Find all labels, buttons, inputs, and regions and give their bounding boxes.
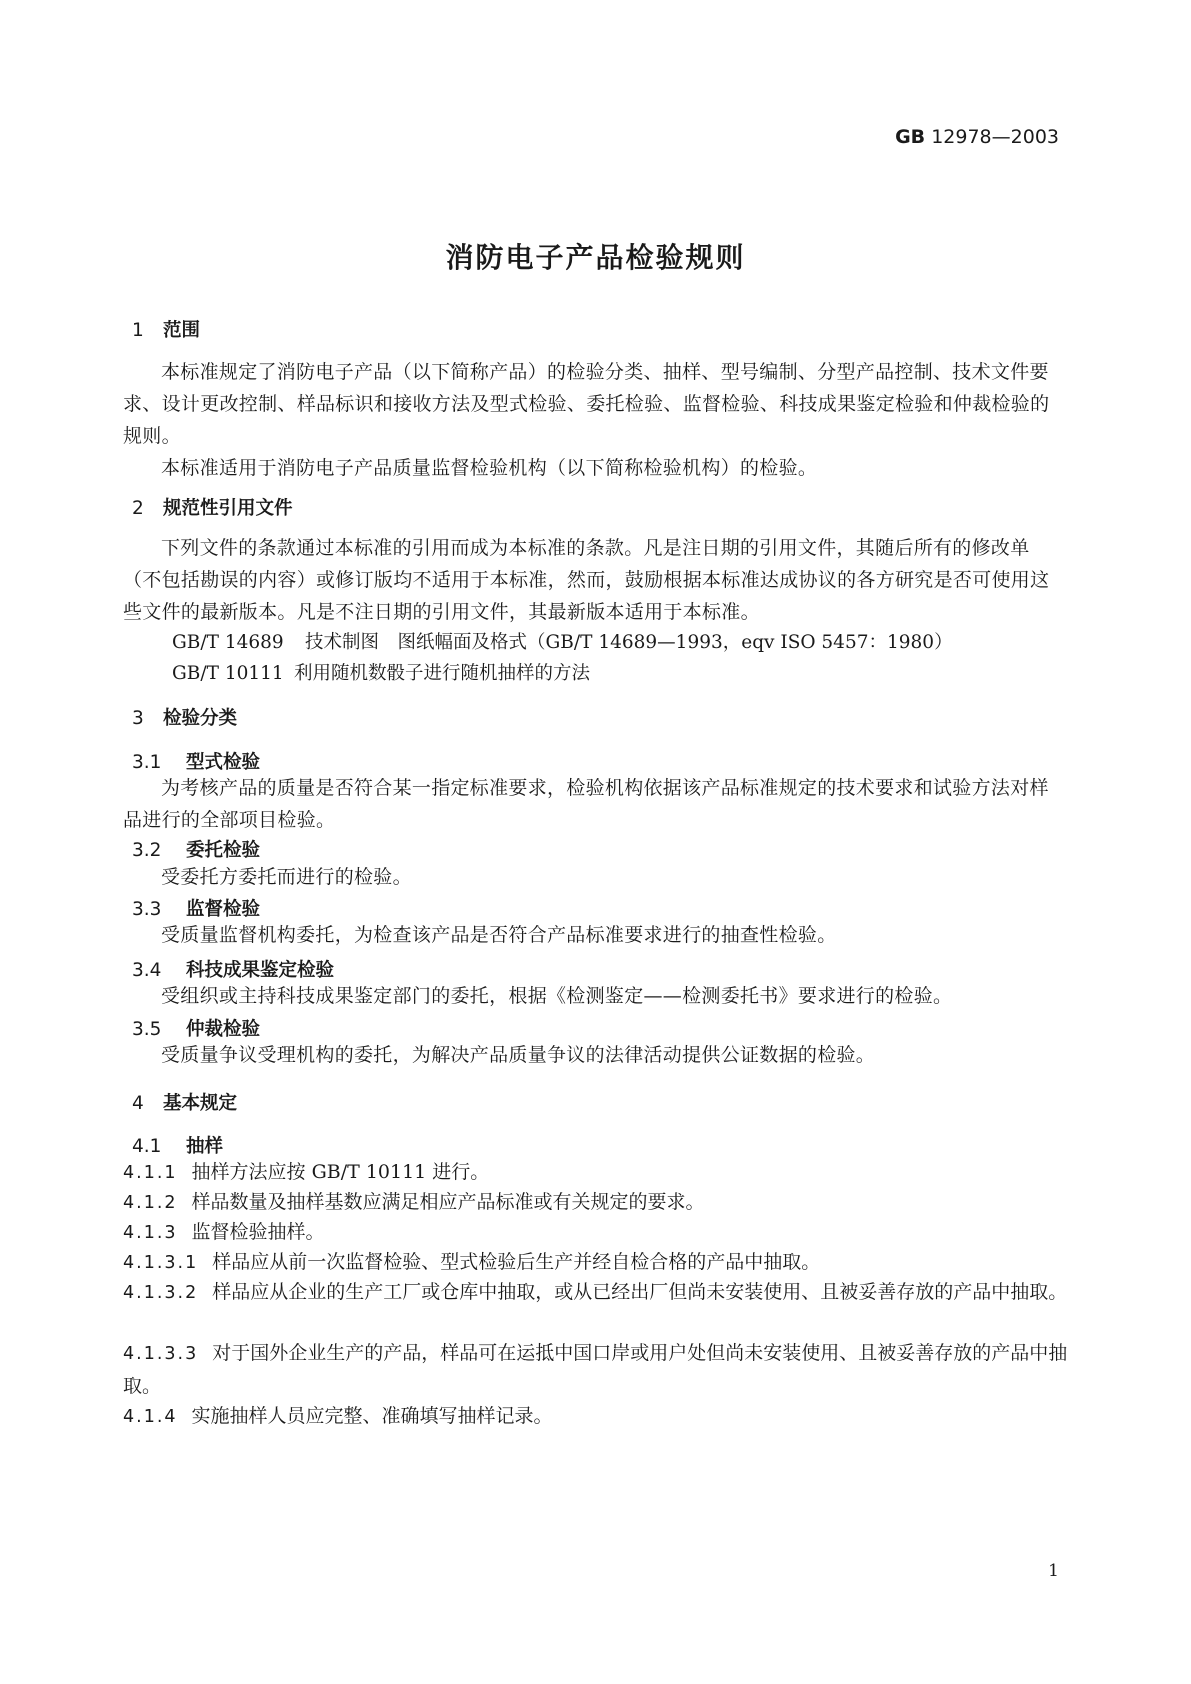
clause-4-1-3-1 — [123, 1246, 1068, 1279]
page-number: 1 — [1048, 1561, 1059, 1581]
subsection-4-1-heading — [132, 1132, 223, 1158]
clause-text: 样品应从企业的生产工厂或仓库中抽取，或从已经出厂但尚未安装使用、且被妥善存放的产品中抽取。 — [212, 1281, 1068, 1303]
section-3-heading — [132, 704, 237, 730]
subsection-number: 3.3 — [132, 899, 162, 920]
clause-number: 4.1.3.3 — [123, 1344, 199, 1364]
clause-text: 实施抽样人员应完整、准确填写抽样记录。 — [191, 1405, 553, 1427]
section-number: 4 — [132, 1093, 144, 1114]
subsection-number: 4.1 — [132, 1136, 162, 1157]
standard-code — [895, 126, 1059, 148]
subsection-3-5-text: 受质量争议受理机构的委托，为解决产品质量争议的法律活动提供公证数据的检验。 — [161, 1044, 876, 1066]
section-title: 规范性引用文件 — [163, 498, 293, 519]
section-number: 3 — [132, 708, 144, 729]
subsection-3-4-heading — [132, 956, 334, 982]
clause-text: 样品应从前一次监督检验、型式检验后生产并经自检合格的产品中抽取。 — [212, 1251, 821, 1273]
subsection-3-2-text: 受委托方委托而进行的检验。 — [161, 866, 412, 888]
section-4-heading — [132, 1089, 237, 1115]
clause-number: 4.1.3.1 — [123, 1253, 199, 1273]
clause-number: 4.1.1 — [123, 1163, 178, 1183]
reference-title: 技术制图 图纸幅面及格式（GB/T 14689—1993，eqv ISO 5457：1980） — [305, 632, 953, 653]
reference-code: GB/T 10111 — [172, 663, 284, 684]
subsection-title: 监督检验 — [186, 899, 261, 920]
clause-4-1-3 — [123, 1216, 1068, 1249]
section-title: 基本规定 — [163, 1093, 238, 1114]
standard-prefix: GB — [895, 126, 926, 148]
section-2-heading — [132, 494, 293, 520]
section-1-paragraph-2: 本标准适用于消防电子产品质量监督检验机构（以下简称检验机构）的检验。 — [161, 457, 818, 479]
reference-entry — [172, 659, 590, 685]
clause-4-1-4 — [123, 1400, 1068, 1433]
section-title: 检验分类 — [163, 708, 238, 729]
section-1-paragraph-1: 本标准规定了消防电子产品（以下简称产品）的检验分类、抽样、型号编制、分型产品控制、技术文件要求、设计更改控制、样品标识和接收方法及型式检验、委托检验、监督检验、科技成果鉴定检验和仲裁检验的规则。 — [123, 361, 1050, 447]
clause-text: 监督检验抽样。 — [191, 1221, 325, 1243]
section-number: 1 — [132, 320, 144, 341]
subsection-number: 3.2 — [132, 840, 162, 861]
clause-number: 4.1.2 — [123, 1193, 178, 1213]
clause-text: 样品数量及抽样基数应满足相应产品标准或有关规定的要求。 — [191, 1191, 705, 1213]
clause-4-1-3-3 — [123, 1337, 1068, 1402]
clause-number: 4.1.4 — [123, 1407, 178, 1427]
clause-number: 4.1.3.2 — [123, 1283, 199, 1303]
clause-4-1-1 — [123, 1156, 1068, 1189]
clause-4-1-2 — [123, 1186, 1068, 1219]
subsection-title: 抽样 — [186, 1136, 224, 1157]
subsection-3-2-heading — [132, 836, 260, 862]
clause-text: 对于国外企业生产的产品，样品可在运抵中国口岸或用户处但尚未安装使用、且被妥善存放的产品中抽取。 — [123, 1342, 1068, 1397]
clause-4-1-3-2 — [123, 1276, 1068, 1309]
clause-text: 抽样方法应按 GB/T 10111 进行。 — [191, 1161, 490, 1183]
clause-number: 4.1.3 — [123, 1223, 178, 1243]
subsection-number: 3.5 — [132, 1019, 162, 1040]
section-title: 范围 — [163, 320, 201, 341]
subsection-3-1-heading — [132, 748, 260, 774]
subsection-title: 型式检验 — [186, 752, 261, 773]
subsection-3-3-text: 受质量监督机构委托，为检查该产品是否符合产品标准要求进行的抽查性检验。 — [161, 924, 837, 946]
section-1-heading — [132, 316, 200, 342]
subsection-3-3-heading — [132, 895, 260, 921]
subsection-title: 仲裁检验 — [186, 1019, 261, 1040]
subsection-3-4-text: 受组织或主持科技成果鉴定部门的委托，根据《检测鉴定——检测委托书》要求进行的检验。 — [161, 985, 953, 1007]
subsection-3-5-heading — [132, 1015, 260, 1041]
section-2-paragraph-1: 下列文件的条款通过本标准的引用而成为本标准的条款。凡是注日期的引用文件，其随后所有的修改单（不包括勘误的内容）或修订版均不适用于本标准，然而，鼓励根据本标准达成协议的各方研究是否可使用这些文件的最新版本。凡是不注日期的引用文件，其最新版本适用于本标准。 — [123, 537, 1050, 623]
subsection-title: 科技成果鉴定检验 — [186, 960, 335, 981]
document-title: 消防电子产品检验规则 — [445, 241, 746, 274]
standard-number: 12978—2003 — [931, 126, 1059, 148]
reference-title: 利用随机数骰子进行随机抽样的方法 — [294, 663, 591, 684]
subsection-number: 3.1 — [132, 752, 162, 773]
subsection-3-1-text: 为考核产品的质量是否符合某一指定标准要求，检验机构依据该产品标准规定的技术要求和试验方法对样品进行的全部项目检验。 — [123, 777, 1049, 831]
reference-code: GB/T 14689 — [172, 632, 284, 653]
subsection-number: 3.4 — [132, 960, 162, 981]
subsection-title: 委托检验 — [186, 840, 261, 861]
section-number: 2 — [132, 498, 144, 519]
reference-entry — [172, 628, 953, 654]
